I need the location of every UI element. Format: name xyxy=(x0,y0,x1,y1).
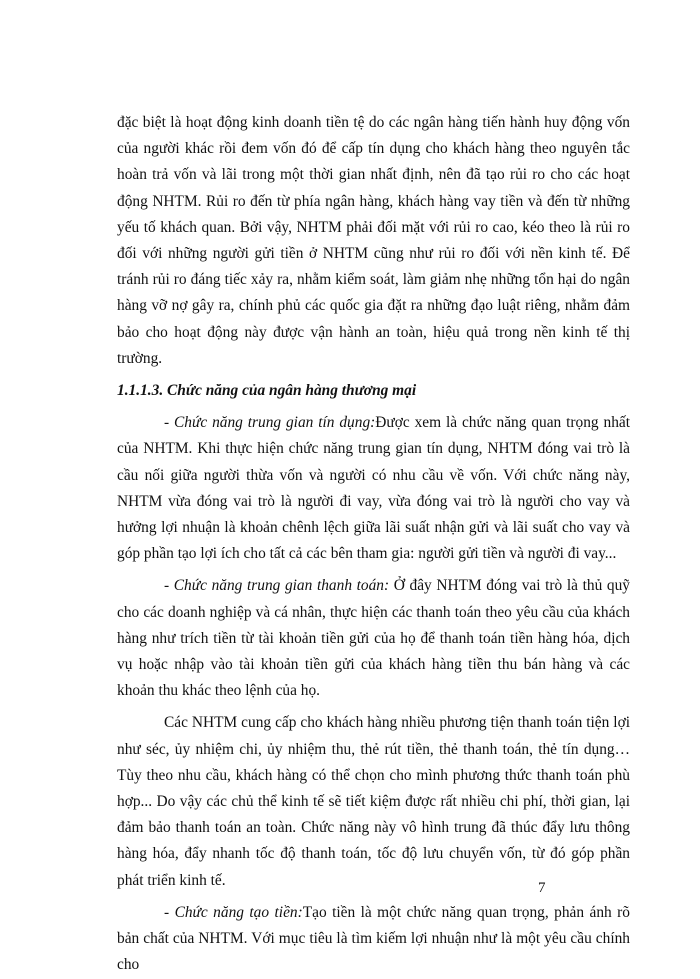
page-number: 7 xyxy=(538,880,546,896)
payment-intermediary-text: Ở đây NHTM đóng vai trò là thủ quỹ cho các doanh nghiệp và cá nhân, thực hiện các thanh toán theo yêu cầu của khách hàng như trích tiền từ tài khoản tiền gửi của họ để thanh toán tiền hàng hóa, dịch vụ hoặc nhập vào tài khoản tiền gửi của khách hàng tiền thu bán hàng và các khoản thu khác theo lệnh của họ. xyxy=(117,577,631,700)
paragraph-credit-intermediary xyxy=(117,410,630,567)
body-text xyxy=(117,110,630,979)
paragraph-payment-instruments: Các NHTM cung cấp cho khách hàng nhiều phương tiện thanh toán tiện lợi như séc, ủy nhiệm chi, ủy nhiệm thu, thẻ rút tiền, thẻ thanh toán, thẻ tín dụng… Tùy theo nhu cầu, khách hàng có thể chọn cho mình phương thức thanh toán phù hợp... Do vậy các chủ thể kinh tế sẽ tiết kiệm được rất nhiều chi phí, thời gian, lại đảm bảo thanh toán an toàn. Chức năng này vô hình trung đã thúc đẩy lưu thông hàng hóa, đẩy nhanh tốc độ thanh toán, tốc độ lưu chuyển vốn, từ đó góp phần phát triển kinh tế. xyxy=(117,714,630,889)
credit-intermediary-label: - Chức năng trung gian tín dụng: xyxy=(164,414,376,432)
paragraph-risk: đặc biệt là hoạt động kinh doanh tiền tệ do các ngân hàng tiến hành huy động vốn của người khác rồi đem vốn đó để cấp tín dụng cho khách hàng theo nguyên tắc hoàn trả vốn và lãi trong một thời gian nhất định, nên đã tạo rủi ro cho các hoạt động NHTM. Rủi ro đến từ phía ngân hàng, khách hàng vay tiền và đến từ những yếu tố khách quan. Bởi vậy, NHTM phải đối mặt với rủi ro cao, kéo theo là rủi ro đối với những người gửi tiền ở NHTM cũng như rủi ro đối với nền kinh tế. Để tránh rủi ro đáng tiếc xảy ra, nhằm kiểm soát, làm giảm nhẹ những tổn hại do ngân hàng vỡ nợ gây ra, chính phủ các quốc gia đặt ra những đạo luật riêng, nhằm đảm bảo cho hoạt động này được vận hành an toàn, hiệu quả trong nền kinh tế thị trường. xyxy=(117,114,630,367)
money-creation-label: - Chức năng tạo tiền: xyxy=(164,903,303,921)
payment-intermediary-label: - Chức năng trung gian thanh toán: xyxy=(164,577,390,595)
paragraph-payment-intermediary xyxy=(117,573,630,704)
credit-intermediary-text: Được xem là chức năng quan trọng nhất của NHTM. Khi thực hiện chức năng trung gian tín dụng, NHTM đóng vai trò là cầu nối giữa người thừa vốn và người có nhu cầu về vốn. Với chức năng này, NHTM vừa đóng vai trò là người đi vay, vừa đóng vai trò là người cho vay và hưởng lợi nhuận là khoản chênh lệch giữa lãi suất nhận gửi và lãi suất cho vay và góp phần tạo lợi ích cho tất cả các bên tham gia: người gửi tiền và người đi vay... xyxy=(117,414,631,563)
money-creation-text: Tạo tiền là một chức năng quan trọng, phản ánh rõ bản chất của NHTM. Với mục tiêu là tìm kiếm lợi nhuận như là một yêu cầu chính cho xyxy=(117,903,630,974)
section-heading: 1.1.1.3. Chức năng của ngân hàng thương mại xyxy=(117,382,417,400)
paragraph-money-creation xyxy=(117,900,630,979)
